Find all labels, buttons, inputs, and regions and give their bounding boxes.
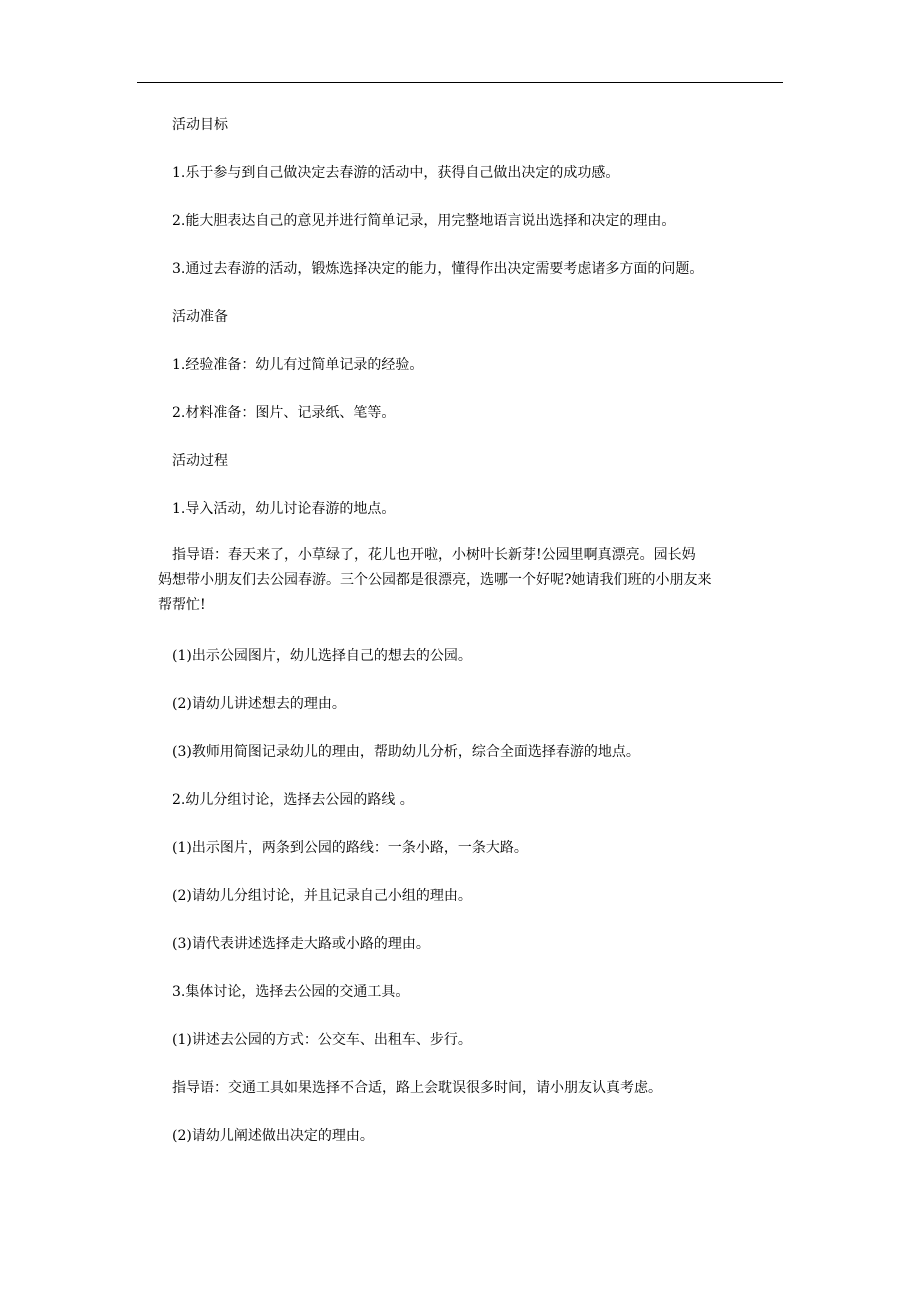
goal-3: 3.通过去春游的活动，锻炼选择决定的能力，懂得作出决定需要考虑诸多方面的问题。 [172,261,704,277]
step-3: 3.集体讨论，选择去公园的交通工具。 [172,984,410,1000]
goal-1: 1.乐于参与到自己做决定去春游的活动中，获得自己做出决定的成功感。 [172,165,620,181]
step-2: 2.幼儿分组讨论，选择去公园的路线 。 [172,792,414,808]
goal-2: 2.能大胆表达自己的意见并进行简单记录，用完整地语言说出选择和决定的理由。 [172,213,676,229]
step-1-a: (1)出示公园图片，幼儿选择自己的想去的公园。 [172,648,472,664]
header-rule [137,82,783,83]
guide-1-line-2: 妈想带小朋友们去公园春游。三个公园都是很漂亮，选哪一个好呢?她请我们班的小朋友来 [158,572,712,588]
prep-1: 1.经验准备：幼儿有过简单记录的经验。 [172,357,424,373]
step-1: 1.导入活动，幼儿讨论春游的地点。 [172,501,396,517]
step-2-b: (2)请幼儿分组讨论，并且记录自己小组的理由。 [172,888,472,904]
heading-goals: 活动目标 [172,117,228,133]
guide-1-line-1: 指导语：春天来了，小草绿了，花儿也开啦，小树叶长新芽!公园里啊真漂亮。园长妈 [172,547,696,563]
heading-process: 活动过程 [172,453,228,469]
guide-paragraph-1 [158,545,792,615]
step-1-b: (2)请幼儿讲述想去的理由。 [172,696,346,712]
step-3-a: (1)讲述去公园的方式：公交车、出租车、步行。 [172,1032,472,1048]
heading-prep: 活动准备 [172,309,228,325]
guide-paragraph-2: 指导语：交通工具如果选择不合适，路上会耽误很多时间，请小朋友认真考虑。 [172,1080,662,1096]
step-2-a: (1)出示图片，两条到公园的路线：一条小路，一条大路。 [172,840,528,856]
step-2-c: (3)请代表讲述选择走大路或小路的理由。 [172,936,430,952]
step-3-b: (2)请幼儿阐述做出决定的理由。 [172,1128,374,1144]
guide-1-line-3: 帮帮忙! [158,597,206,613]
step-1-c: (3)教师用简图记录幼儿的理由，帮助幼儿分析，综合全面选择春游的地点。 [172,744,640,760]
prep-2: 2.材料准备：图片、记录纸、笔等。 [172,405,396,421]
